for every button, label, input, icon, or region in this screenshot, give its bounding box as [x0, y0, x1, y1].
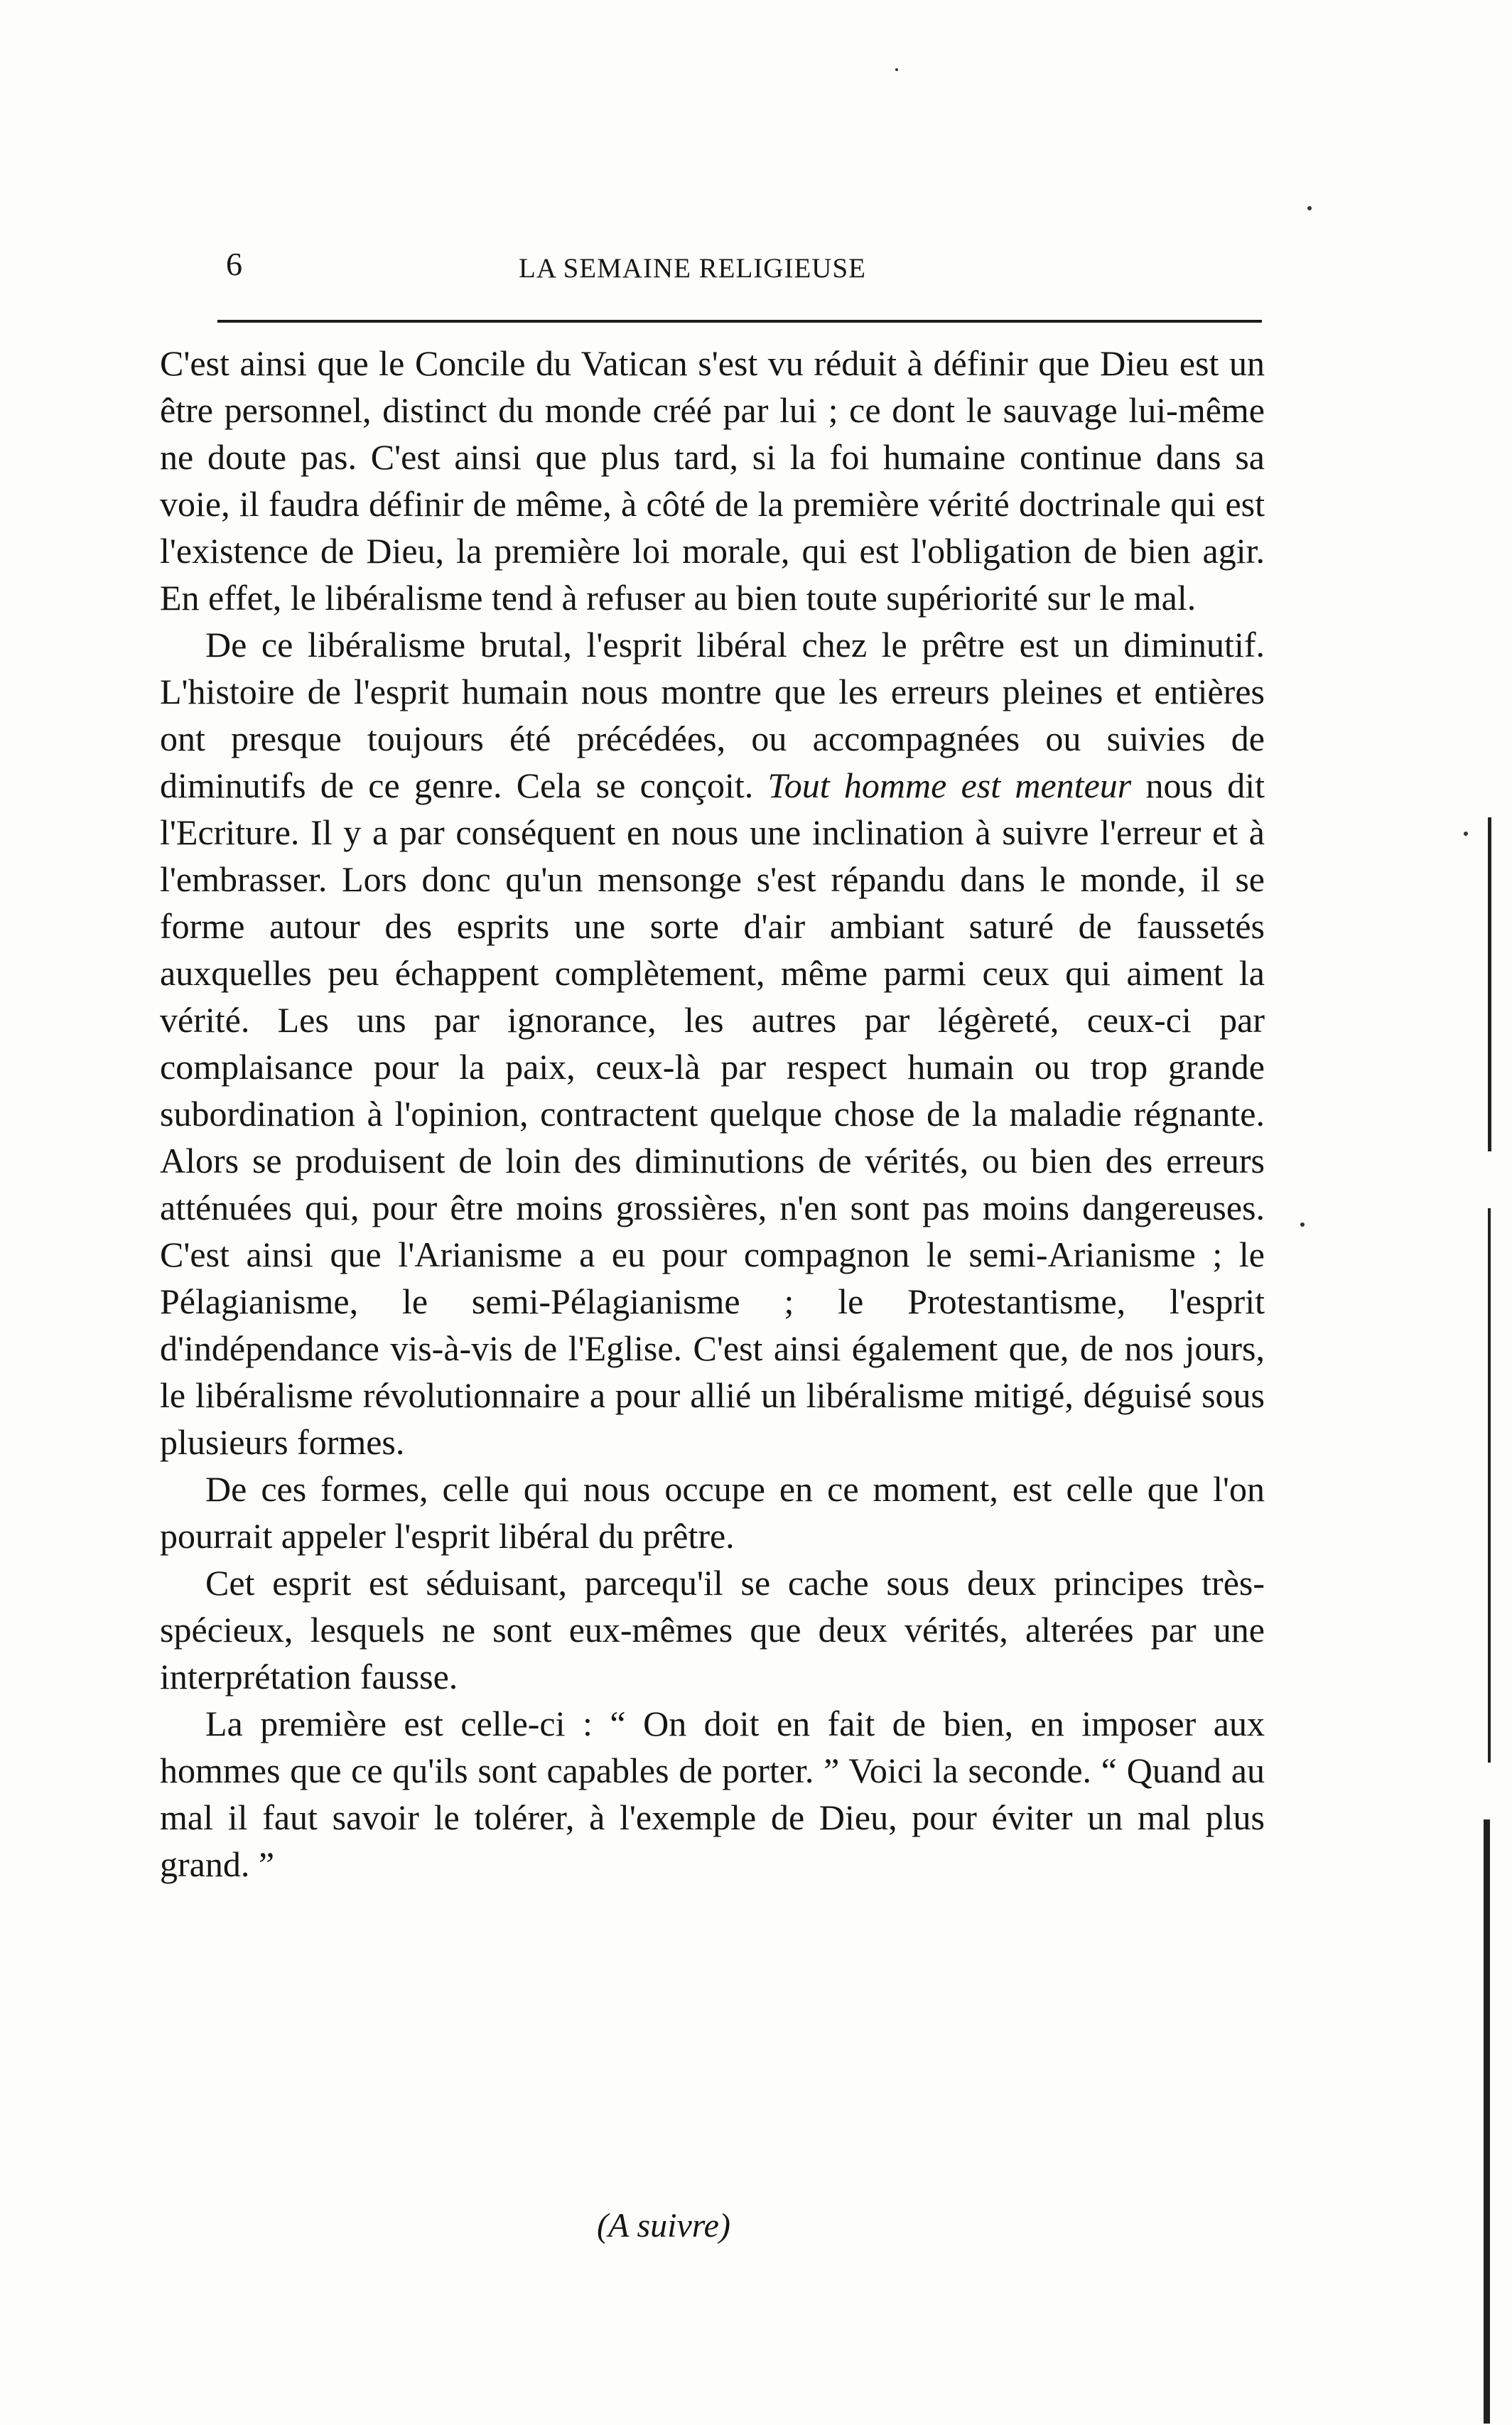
paragraph-5-text: La première est celle-ci : “ On doit en fait de bien, en imposer aux hommes que ce qu'ils sont capables de porter. ” Voici la seconde. “ Quand au mal il faut savoir le tolérer, à l'exemple de Dieu, pour éviter un mal plus grand. ” — [160, 1704, 1265, 1884]
paragraph-4-text: Cet esprit est séduisant, parcequ'il se cache sous deux principes très-spécieux, lesquels ne sont eux-mêmes que deux vérités, alterées par une interprétation fausse. — [160, 1563, 1265, 1697]
scan-speck — [1464, 832, 1468, 836]
paragraph-1 — [160, 340, 1265, 621]
scan-speck — [1307, 206, 1312, 210]
margin-scan-line — [1488, 1208, 1491, 1763]
paragraph-4 — [160, 1559, 1265, 1700]
paragraph-3-text: De ces formes, celle qui nous occupe en ce moment, est celle que l'on pourrait appeler l'esprit libéral du prêtre. — [160, 1469, 1265, 1556]
margin-scan-line — [1484, 1819, 1490, 2424]
running-title: LA SEMAINE RELIGIEUSE — [519, 253, 866, 284]
page-number: 6 — [226, 246, 242, 282]
scan-speck — [1300, 1222, 1305, 1227]
scan-speck — [895, 68, 898, 71]
header-rule — [217, 320, 1262, 323]
to-be-continued: (A suivre) — [597, 2207, 730, 2244]
article-body — [160, 340, 1265, 1888]
paragraph-2-text-a: De ce libéralisme brutal, l'esprit libéral chez le prêtre est un diminutif. L'histoire de l'esprit humain nous montre que les erreurs pleines et entières ont presque toujours été précédées, ou accompagnées ou suivies de diminutifs de ce genre. Cela se conçoit. — [160, 625, 1265, 805]
margin-scan-line — [1488, 817, 1491, 1151]
paragraph-3 — [160, 1466, 1265, 1559]
paragraph-5 — [160, 1700, 1265, 1888]
paragraph-2-text-b: nous dit l'Ecriture. Il y a par conséquent en nous une inclination à suivre l'erreur et à l'embrasser. Lors donc qu'un mensonge s'est répandu dans le monde, il se forme autour des esprits une sorte d'air ambiant saturé de faussetés auxquelles peu échappent complètement, même parmi ceux qui aiment la vérité. Les uns par ignorance, les autres par légèreté, ceux-ci par complaisance pour la paix, ceux-là par respect humain ou trop grande subordination à l'opinion, contractent quelque chose de la maladie régnante. Alors se produisent de loin des diminutions de vérités, ou bien des erreurs atténuées qui, pour être moins grossières, n'en sont pas moins dangereuses. C'est ainsi que l'Arianisme a eu pour compagnon le semi-Arianisme ; le Pélagianisme, le semi-Pélagianisme ; le Protestantisme, l'esprit d'indépendance vis-à-vis de l'Eglise. C'est ainsi également que, de nos jours, le libéralisme révolutionnaire a pour allié un libéralisme mitigé, déguisé sous plusieurs formes. — [160, 765, 1265, 1462]
paragraph-2 — [160, 621, 1265, 1466]
scripture-quote: Tout homme est menteur — [767, 765, 1132, 805]
paragraph-1-text: C'est ainsi que le Concile du Vatican s'est vu réduit à définir que Dieu est un être personnel, distinct du monde créé par lui ; ce dont le sauvage lui-même ne doute pas. C'est ainsi que plus tard, si la foi humaine continue dans sa voie, il faudra définir de même, à côté de la première vérité doctrinale qui est l'existence de Dieu, la première loi morale, qui est l'obligation de bien agir. En effet, le libéralisme tend à refuser au bien toute supériorité sur le mal. — [160, 343, 1265, 618]
